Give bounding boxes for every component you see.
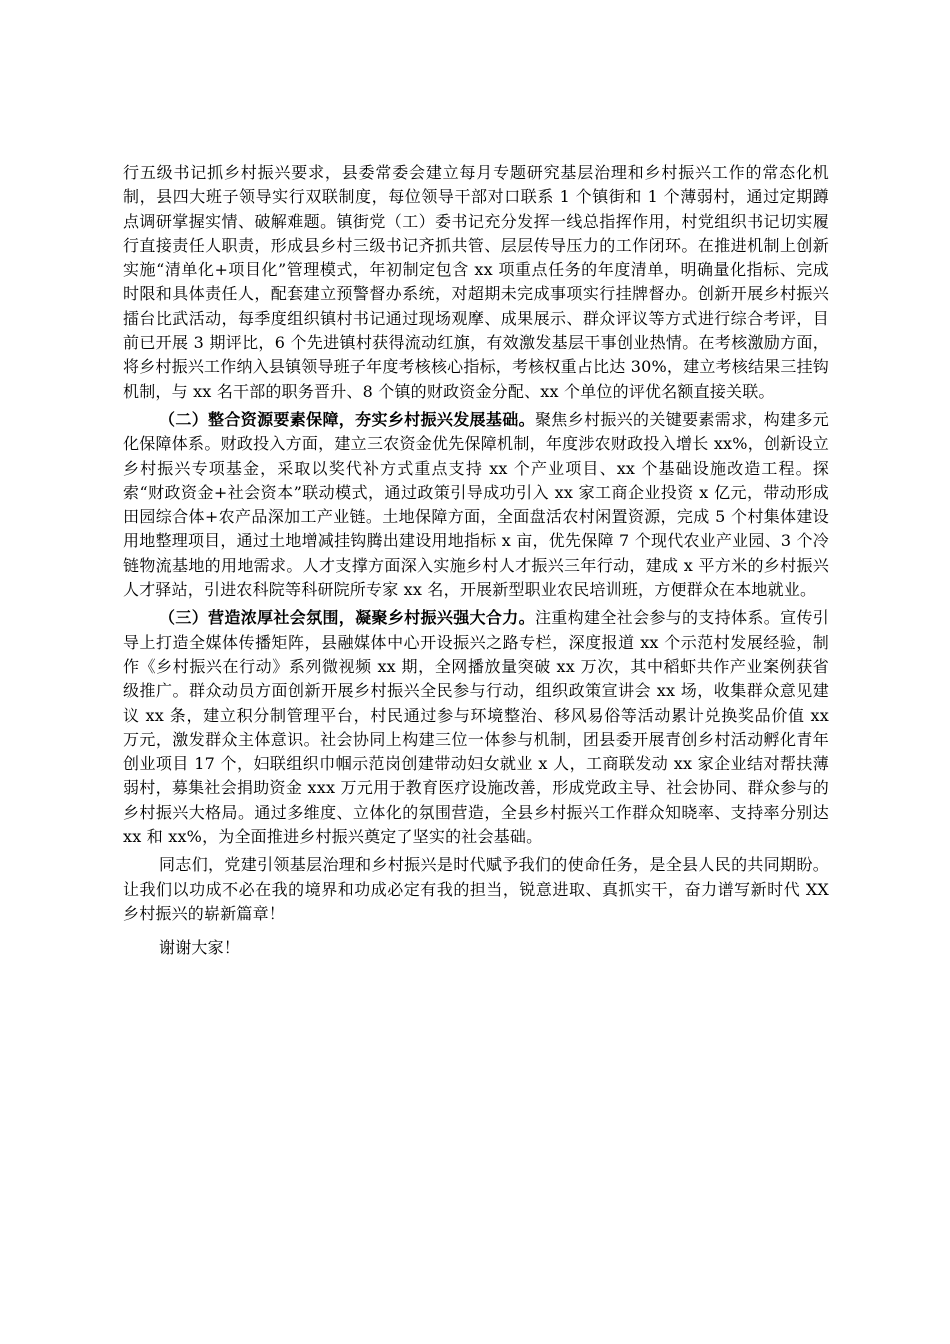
paragraph-continued: 行五级书记抓乡村振兴要求，县委常委会建立每月专题研究基层治理和乡村振兴工作的常态化机制，县四大班子领导实行双联制度，每位领导干部对口联系 1 个镇街和 1 个薄弱村，通过定期蹲点调研掌握实情、破解难题。镇街党（工）委书记充分发挥一线总指挥作用，村党组织书记切实履行直接责任人职责，形成县乡村三级书记齐抓共管、层层传导压力的工作闭环。在推进机制上创新实施“清单化+项目化”管理模式，年初制定包含 xx 项重点任务的年度清单，明确量化指标、完成时限和具体责任人，配套建立预警督办系统，对超期未完成事项实行挂牌督办。创新开展乡村振兴擂台比武活动，每季度组织镇村书记通过现场观摩、成果展示、群众评议等方式进行综合考评，目前已开展 3 期评比，6 个先进镇村获得流动红旗，有效激发基层干事创业热情。在考核激励方面，将乡村振兴工作纳入县镇领导班子年度考核核心指标，考核权重占比达 30%，建立考核结果三挂钩机制，与 xx 名干部的职务晋升、8 个镇的财政资金分配、xx 个单位的评优名额直接关联。 (123, 163, 829, 401)
section-body-2: 聚焦乡村振兴的关键要素需求，构建多元化保障体系。财政投入方面，建立三农资金优先保障机制，年度涉农财政投入增长 xx%，创新设立乡村振兴专项基金，采取以奖代补方式重点支持 xx 个产业项目、xx 个基础设施改造工程。探索“财政资金+社会资本”联动模式，通过政策引导成功引入 xx 家工商企业投资 x 亿元，带动形成田园综合体+农产品深加工产业链。土地保障方面，全面盘活农村闲置资源，完成 5 个村集体建设用地整理项目，通过土地增减挂钩腾出建设用地指标 x 亩，优先保障 7 个现代农业产业园、3 个冷链物流基地的用地需求。人才支撑方面深入实施乡村人才振兴三年行动，建成 x 平方米的乡村振兴人才驿站，引进农科院等科研院所专家 xx 名，开展新型职业农民培训班，方便群众在本地就业。 (123, 409, 829, 600)
document-body (123, 161, 829, 961)
section-heading-2: （二）整合资源要素保障，夯实乡村振兴发展基础。 (159, 409, 535, 429)
section-body-3: 注重构建全社会参与的支持体系。宣传引导上打造全媒体传播矩阵，县融媒体中心开设振兴之路专栏，深度报道 xx 个示范村发展经验，制作《乡村振兴在行动》系列微视频 xx 期，全网播放量突破 xx 万次，其中稻虾共作产业案例获省级推广。群众动员方面创新开展乡村振兴全民参与行动，组织政策宣讲会 xx 场，收集群众意见建议 xx 条，建立积分制管理平台，村民通过参与环境整治、移风易俗等活动累计兑换奖品价值 xx 万元，激发群众主体意识。社会协同上构建三位一体参与机制，团县委开展青创乡村活动孵化青年创业项目 17 个，妇联组织巾帼示范岗创建带动妇女就业 x 人，工商联发动 xx 家企业结对帮扶薄弱村，募集社会捐助资金 xxx 万元用于教育医疗设施改善，形成党政主导、社会协同、群众参与的乡村振兴大格局。通过多维度、立体化的氛围营造，全县乡村振兴工作群众知晓率、支持率分别达 xx 和 xx%，为全面推进乡村振兴奠定了坚实的社会基础。 (123, 608, 829, 847)
section-heading-3: （三）营造浓厚社会氛围，凝聚乡村振兴强大合力。 (159, 608, 535, 628)
paragraph-resource-guarantee (123, 408, 829, 602)
paragraph-conclusion: 同志们，党建引领基层治理和乡村振兴是时代赋予我们的使命任务，是全县人民的共同期盼。让我们以功成不必在我的境界和功成必定有我的担当，锐意进取、真抓实干，奋力谱写新时代 XX 乡村振兴的崭新篇章！ (123, 855, 829, 923)
closing-thanks: 谢谢大家！ (159, 938, 241, 958)
paragraph-social-atmosphere (123, 606, 829, 849)
